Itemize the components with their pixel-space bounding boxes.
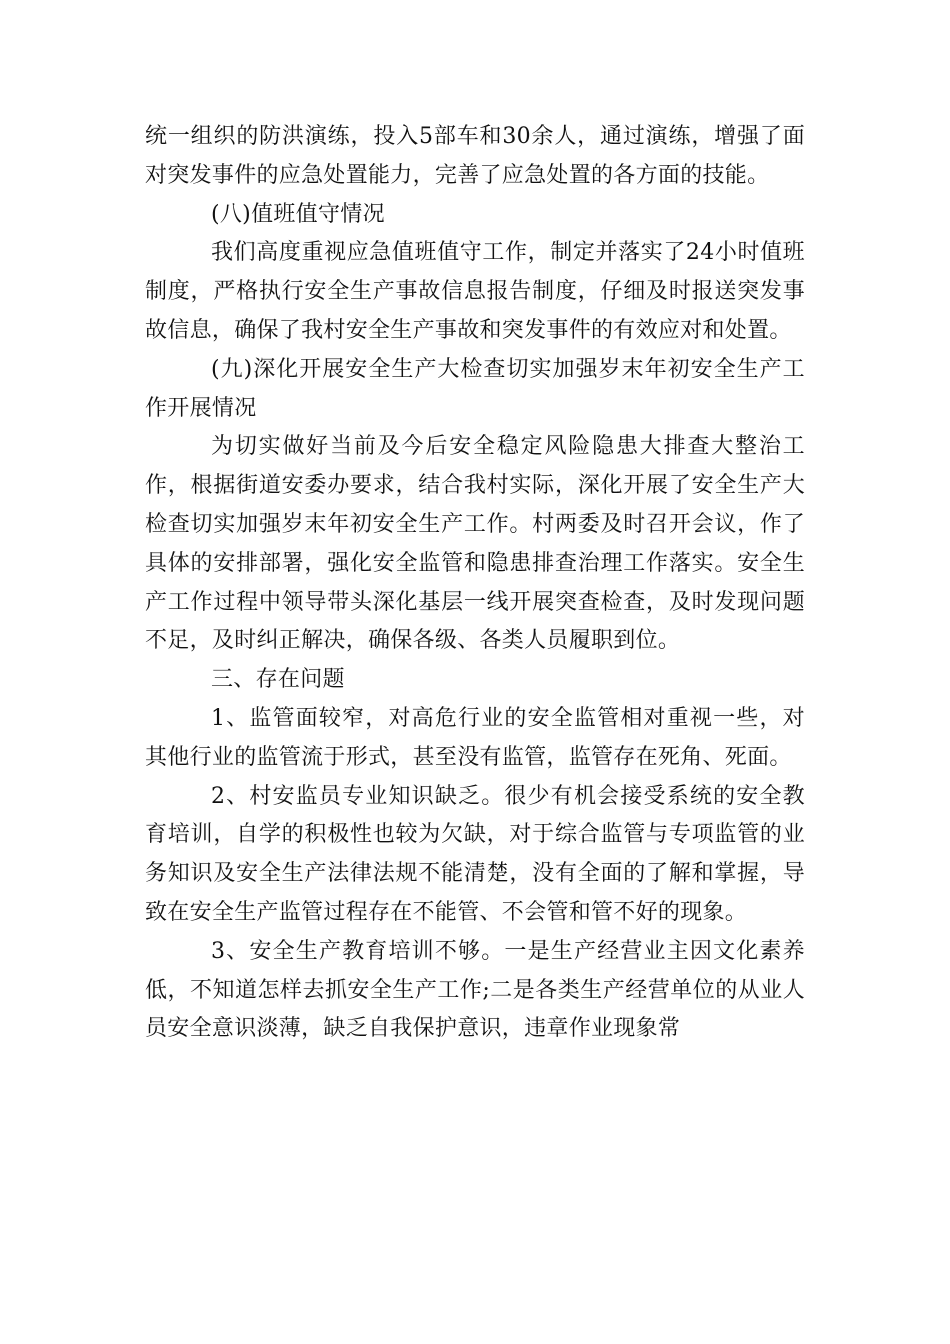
section-heading: 三、存在问题 — [211, 667, 345, 693]
body-paragraph: 为切实做好当前及今后安全稳定风险隐患大排查大整治工作，根据街道安委办要求，结合我村实际，深化开展了安全生产大检查切实加强岁末年初安全生产工作。村两委及时召开会议，作了具体的安排部署，强化安全监管和隐患排查治理工作落实。安全生产工作过程中领导带头深化基层一线开展突查检查，及时发现问题不足，及时纠正解决，确保各级、各类人员履职到位。 — [145, 434, 805, 654]
body-paragraph: 我们高度重视应急值班值守工作，制定并落实了24小时值班制度，严格执行安全生产事故信息报告制度，仔细及时报送突发事故信息，确保了我村安全生产事故和突发事件的有效应对和处置。 — [145, 240, 805, 343]
section-heading: (八)值班值守情况 — [211, 201, 385, 227]
body-paragraph: 2、村安监员专业知识缺乏。很少有机会接受系统的安全教育培训，自学的积极性也较为欠缺，对于综合监管与专项监管的业务知识及安全生产法律法规不能清楚，没有全面的了解和掌握，导致在安全生产监管过程存在不能管、不会管和管不好的现象。 — [145, 783, 805, 925]
body-paragraph: 3、安全生产教育培训不够。一是生产经营业主因文化素养低，不知道怎样去抓安全生产工作;二是各类生产经营单位的从业人员安全意识淡薄，缺乏自我保护意识，违章作业现象常 — [145, 938, 805, 1042]
document-page — [145, 118, 805, 1049]
body-paragraph: 统一组织的防洪演练，投入5部车和30余人，通过演练，增强了面对突发事件的应急处置能力，完善了应急处置的各方面的技能。 — [145, 124, 805, 188]
section-heading: (九)深化开展安全生产大检查切实加强岁末年初安全生产工作开展情况 — [145, 356, 805, 421]
body-paragraph: 1、监管面较窄，对高危行业的安全监管相对重视一些，对其他行业的监管流于形式，甚至没有监管，监管存在死角、死面。 — [145, 705, 805, 770]
